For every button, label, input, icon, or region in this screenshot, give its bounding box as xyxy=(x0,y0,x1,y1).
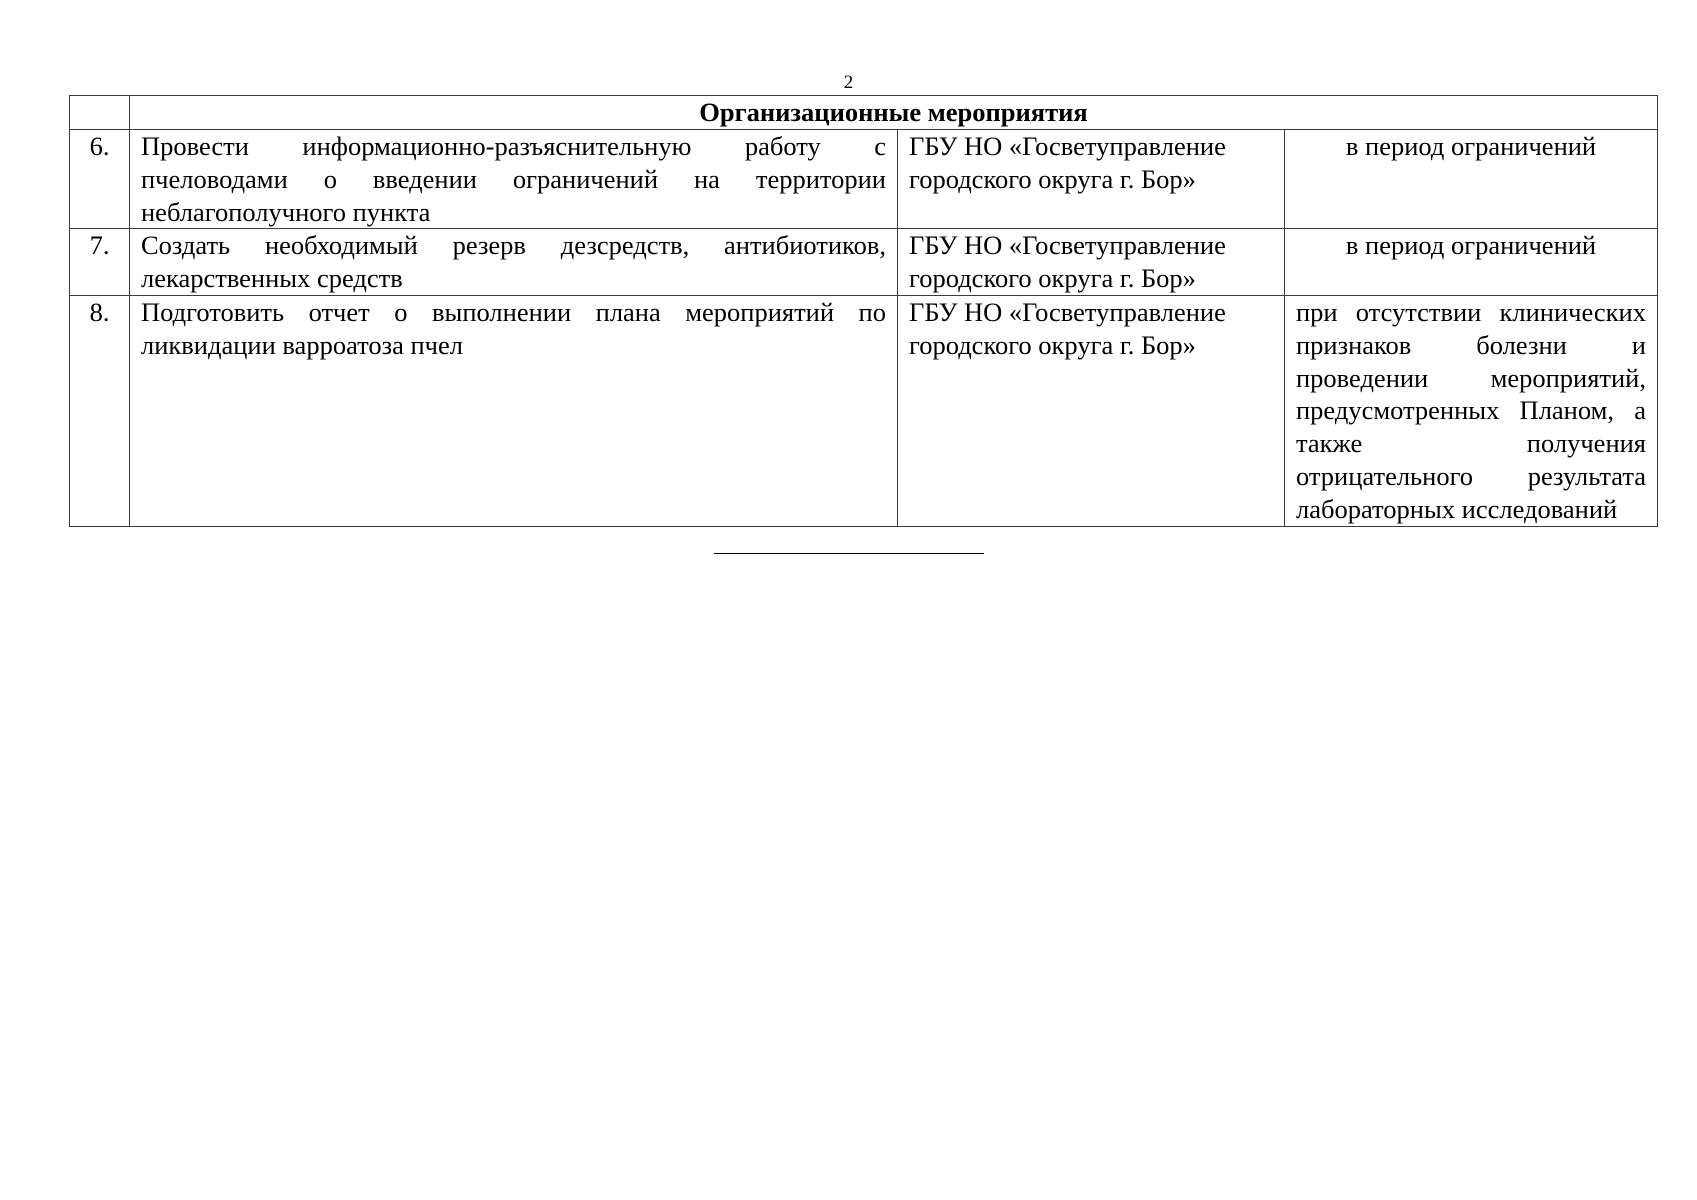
responsible-cell: ГБУ НО «Госветуправление городского округа г. Бор» xyxy=(898,229,1285,296)
action-cell: Создать необходимый резерв дезсредств, антибиотиков, лекарственных средств xyxy=(130,229,898,296)
term-cell: при отсутствии клинических признаков болезни и проведении мероприятий, предусмотренных Планом, а также получения отрицательного результата лабораторных исследований xyxy=(1285,295,1658,526)
table-row xyxy=(70,295,1658,526)
responsible-cell: ГБУ НО «Госветуправление городского округа г. Бор» xyxy=(898,295,1285,526)
action-cell: Подготовить отчет о выполнении плана мероприятий по ликвидации варроатоза пчел xyxy=(130,295,898,526)
table-row xyxy=(70,130,1658,229)
term-cell: в период ограничений xyxy=(1285,229,1658,296)
term-cell: в период ограничений xyxy=(1285,130,1658,229)
section-title: Организационные мероприятия xyxy=(130,96,1658,130)
measures-table xyxy=(69,95,1658,527)
section-header-row xyxy=(70,96,1658,130)
table-row xyxy=(70,229,1658,296)
row-number: 8. xyxy=(70,295,130,526)
end-of-document-line xyxy=(714,553,984,554)
responsible-cell: ГБУ НО «Госветуправление городского округа г. Бор» xyxy=(898,130,1285,229)
section-header-empty-cell xyxy=(70,96,130,130)
row-number: 6. xyxy=(70,130,130,229)
page-number: 2 xyxy=(843,72,854,93)
action-cell: Провести информационно-разъяснительную работу с пчеловодами о введении ограничений на территории неблагополучного пункта xyxy=(130,130,898,229)
row-number: 7. xyxy=(70,229,130,296)
